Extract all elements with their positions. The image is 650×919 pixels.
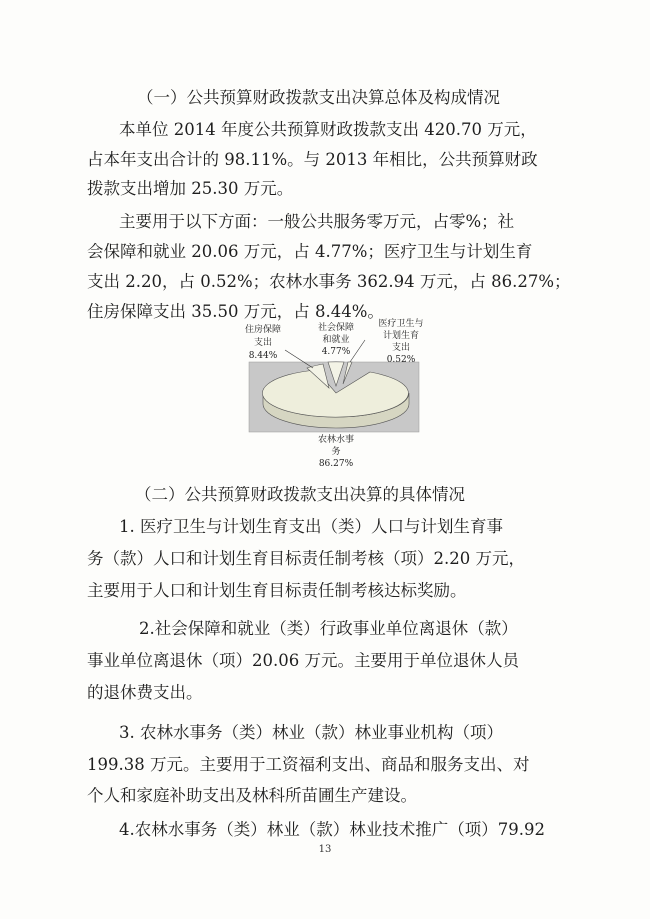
section1-heading: （一）公共预算财政拨款支出决算总体及构成情况 (137, 88, 500, 107)
label-medical-line4: 0.52% (386, 355, 416, 365)
item2-line1: 2.社会保障和就业（类）行政事业单位离退休（款） (139, 619, 518, 638)
pie-chart-svg (225, 318, 445, 470)
item1-line2: 务（款）人口和计划生育目标责任制考核（项）2.20 万元， (87, 549, 525, 568)
item4-line1: 4.农林水事务（类）林业（款）林业技术推广（项）79.92 (119, 820, 545, 839)
label-housing-line2: 支出 (253, 338, 273, 348)
section1-para1-line2: 占本年支出合计的 98.11%。与 2013 年相比，公共预算财政 (87, 150, 538, 169)
item3-line2: 199.38 万元。主要用于工资福利支出、商品和服务支出、对 (87, 755, 530, 774)
section2-heading: （二）公共预算财政拨款支出决算的具体情况 (135, 485, 465, 504)
section1-para2-line4: 住房保障支出 35.50 万元，占 8.44%。 (87, 302, 384, 321)
label-agri-line3: 86.27% (318, 459, 354, 469)
section1-para2-line1: 主要用于以下方面：一般公共服务零万元，占零%；社 (119, 212, 515, 231)
item2-line2: 事业单位离退休（项）20.06 万元。主要用于单位退休人员 (87, 651, 519, 670)
label-medical-line2: 计划生育 (382, 331, 420, 341)
label-social-line3: 4.77% (321, 347, 351, 357)
section1-para2-line3: 支出 2.20，占 0.52%；农林水事务 362.94 万元，占 86.27%； (87, 272, 571, 291)
label-social-line2: 和就业 (322, 335, 350, 345)
label-medical-line1: 医疗卫生与 (378, 319, 424, 329)
label-housing-line3: 8.44% (248, 351, 278, 361)
label-agri-line1: 农林水事 (317, 435, 355, 445)
label-medical-line3: 支出 (391, 343, 411, 353)
item1-line1: 1. 医疗卫生与计划生育支出（类）人口与计划生育事 (119, 517, 503, 536)
section1-para2-line2: 会保障和就业 20.06 万元，占 4.77%；医疗卫生与计划生育 (87, 242, 533, 261)
item1-line3: 主要用于人口和计划生育目标责任制考核达标奖励。 (87, 581, 467, 600)
leader-line-medical (350, 340, 365, 362)
item3-line3: 个人和家庭补助支出及林科所苗圃生产建设。 (87, 786, 417, 805)
label-social-line1: 社会保障 (317, 323, 355, 333)
section1-para1-line3: 拨款支出增加 25.30 万元。 (87, 179, 294, 198)
section1-para1-line1: 本单位 2014 年度公共预算财政拨款支出 420.70 万元， (119, 120, 537, 139)
label-agri-line2: 务 (331, 447, 341, 457)
expenditure-pie-chart (225, 318, 445, 470)
label-housing-line1: 住房保障 (244, 325, 282, 335)
item2-line3: 的退休费支出。 (87, 683, 203, 702)
page-number: 13 (318, 844, 332, 855)
item3-line1: 3. 农林水事务（类）林业（款）林业事业机构（项） (119, 723, 503, 742)
